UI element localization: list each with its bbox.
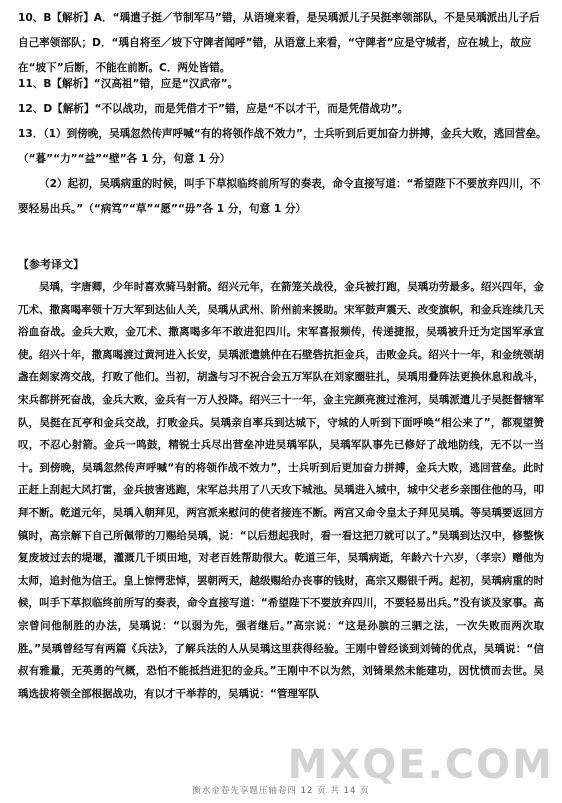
answer-12: 12、D【解析】“不以战功，而是凭借才干”错，应是“不以才干，而是凭借战功”。 bbox=[18, 103, 409, 115]
reference-translation-title: 【参考译文】 bbox=[18, 258, 84, 271]
site-watermark: MXQE.COM bbox=[287, 742, 554, 788]
reference-translation-body: 吴瑀，字唐卿，少年时喜欢骑马射箭。绍兴元年，在箭笼关战役，金兵被打跑，吴瑀功劳最多。绍兴四年，金兀术、撒离喝率领十万大军到达仙人关，吴瑀从武州、阶州前来援助。宋军鼓声震天、改变旗帜，和金兵连续几天浴血奋战。金兵大败，金兀术、撒离喝多年不敢进犯四川。宋军喜报频传，传递捷报，吴瑀被升迁为定国军承宣使。绍兴十年，撒离喝渡过黄河进入长安，吴瑀派遣姚仲在石壁砦抗拒金兵，击败金兵。绍兴十一年，和金统领胡盏在剡家湾交战，打败了他们。当初，胡盏与习不祝合会五万军队在刘家圈驻扎，吴瑀用叠阵法更换休息和战斗，宋兵都拼死奋战，金兵大败，金兵有一万人投降。绍兴三十一年，金主完颜亮渡过淮河，吴瑀派遣儿子吴挺督辖军队，吴挺在瓦亭和金兵交战，打败金兵。吴瑀亲自率兵到达城下，守城的人听到下面呼唤“相公来了”，都观望赞叹，不忍心射箭。金兵一鸣鼓，精锐士兵尽出营垒冲进吴瑀军队，吴瑀军队事先已修好了战地防线，无不以一当十。到傍晚，吴瑀忽然传声呼喊“有的将领作战不效力”，士兵听到后更加奋力拼搏，金兵大败，逃回营垒。此时正赶上刮起大风打雷，金兵披害逃跑，宋军总共用了八天攻下城池。吴瑀进入城中，城中父老乡亲围住他的马，叩拜不断。乾道元年，吴瑀入朝拜见，两宫派来慰问的使者接连不断。两宫又命令皇太子拜见吴瑀。等吴瑀要返回方镇时，高宗解下自己所佩带的刀赐给吴瑀，说：“以后想起我时，看一看这把刀就可以了。”吴瑀到达汉中，修整恢复废坡过去的堤堰，灌溉几千顷田地，对老百姓帮助很大。乾道三年，吴瑀病逝，年龄六十六岁，（孝宗）赠他为太师，追封他为信王。皇上惊愕悲悼，罢朝两天，越级赐给办丧事的钱财，高宗又赐银千两。起初，吴瑀病重的时候，叫手下草拟临终前所写的奏表，命令直接写道：“希望陛下不要放弃四川，不要轻易出兵。”没有谈及家事。高宗曾问他制胜的办法，吴瑀说：“以弱为先，强者继后。”高宗说：“这是孙膑的三驷之法，一次失败而两次取胜。”吴瑀曾经写有两篇《兵法》，了解兵法的人从吴瑀这里获得经验。王刚中曾经谈到刘锜的优点，吴瑀说：“信叔有雅量，无英勇的气概，恐怕不能抵挡进犯的金兵。”王刚中不以为然，刘锜果然未能建功，因忧愤而去世。吴瑀选拔将领全部根据战功，有以才干举荐的，吴瑀说：“管理军队 bbox=[18, 281, 544, 700]
answer-13-1: 13．（1）到傍晚，吴瑀忽然传声呼喊“有的将领作战不效力”，士兵听到后更加奋力拼搏，金兵大败，逃回营垒。（“暮”“力”“益”“壁”各 1 分，句意 1 分） bbox=[18, 128, 547, 165]
answer-13-2: （2）起初，吴瑀病重的时候，叫手下草拟临终前所写的奏表，命令直接写道：“希望陛下不要放弃四川，不要轻易出兵。”（“病笃”“草”“愿”“毋”各 1 分，句意 1 分） bbox=[18, 178, 541, 215]
answer-11: 11、B【解析】“汉高祖”错，应是“汉武帝”。 bbox=[18, 78, 239, 90]
page-footer: 衡水金卷先享题压轴卷四 12 页 共 14 页 bbox=[192, 786, 370, 796]
answer-10: 10、B【解析】A．“瑀遣子挺／节制军马”错，从语境来看，是吴瑀派儿子吴挺率领部队，不是吴瑀派出儿子后自己率领部队；D．“瑀自将至／坡下守陴者闻呼”错，从语意上来看，“守陴者”应是守城者，应在城上，故应在“坡下”后断，不能在前断。C．两处皆错。 bbox=[18, 12, 540, 74]
